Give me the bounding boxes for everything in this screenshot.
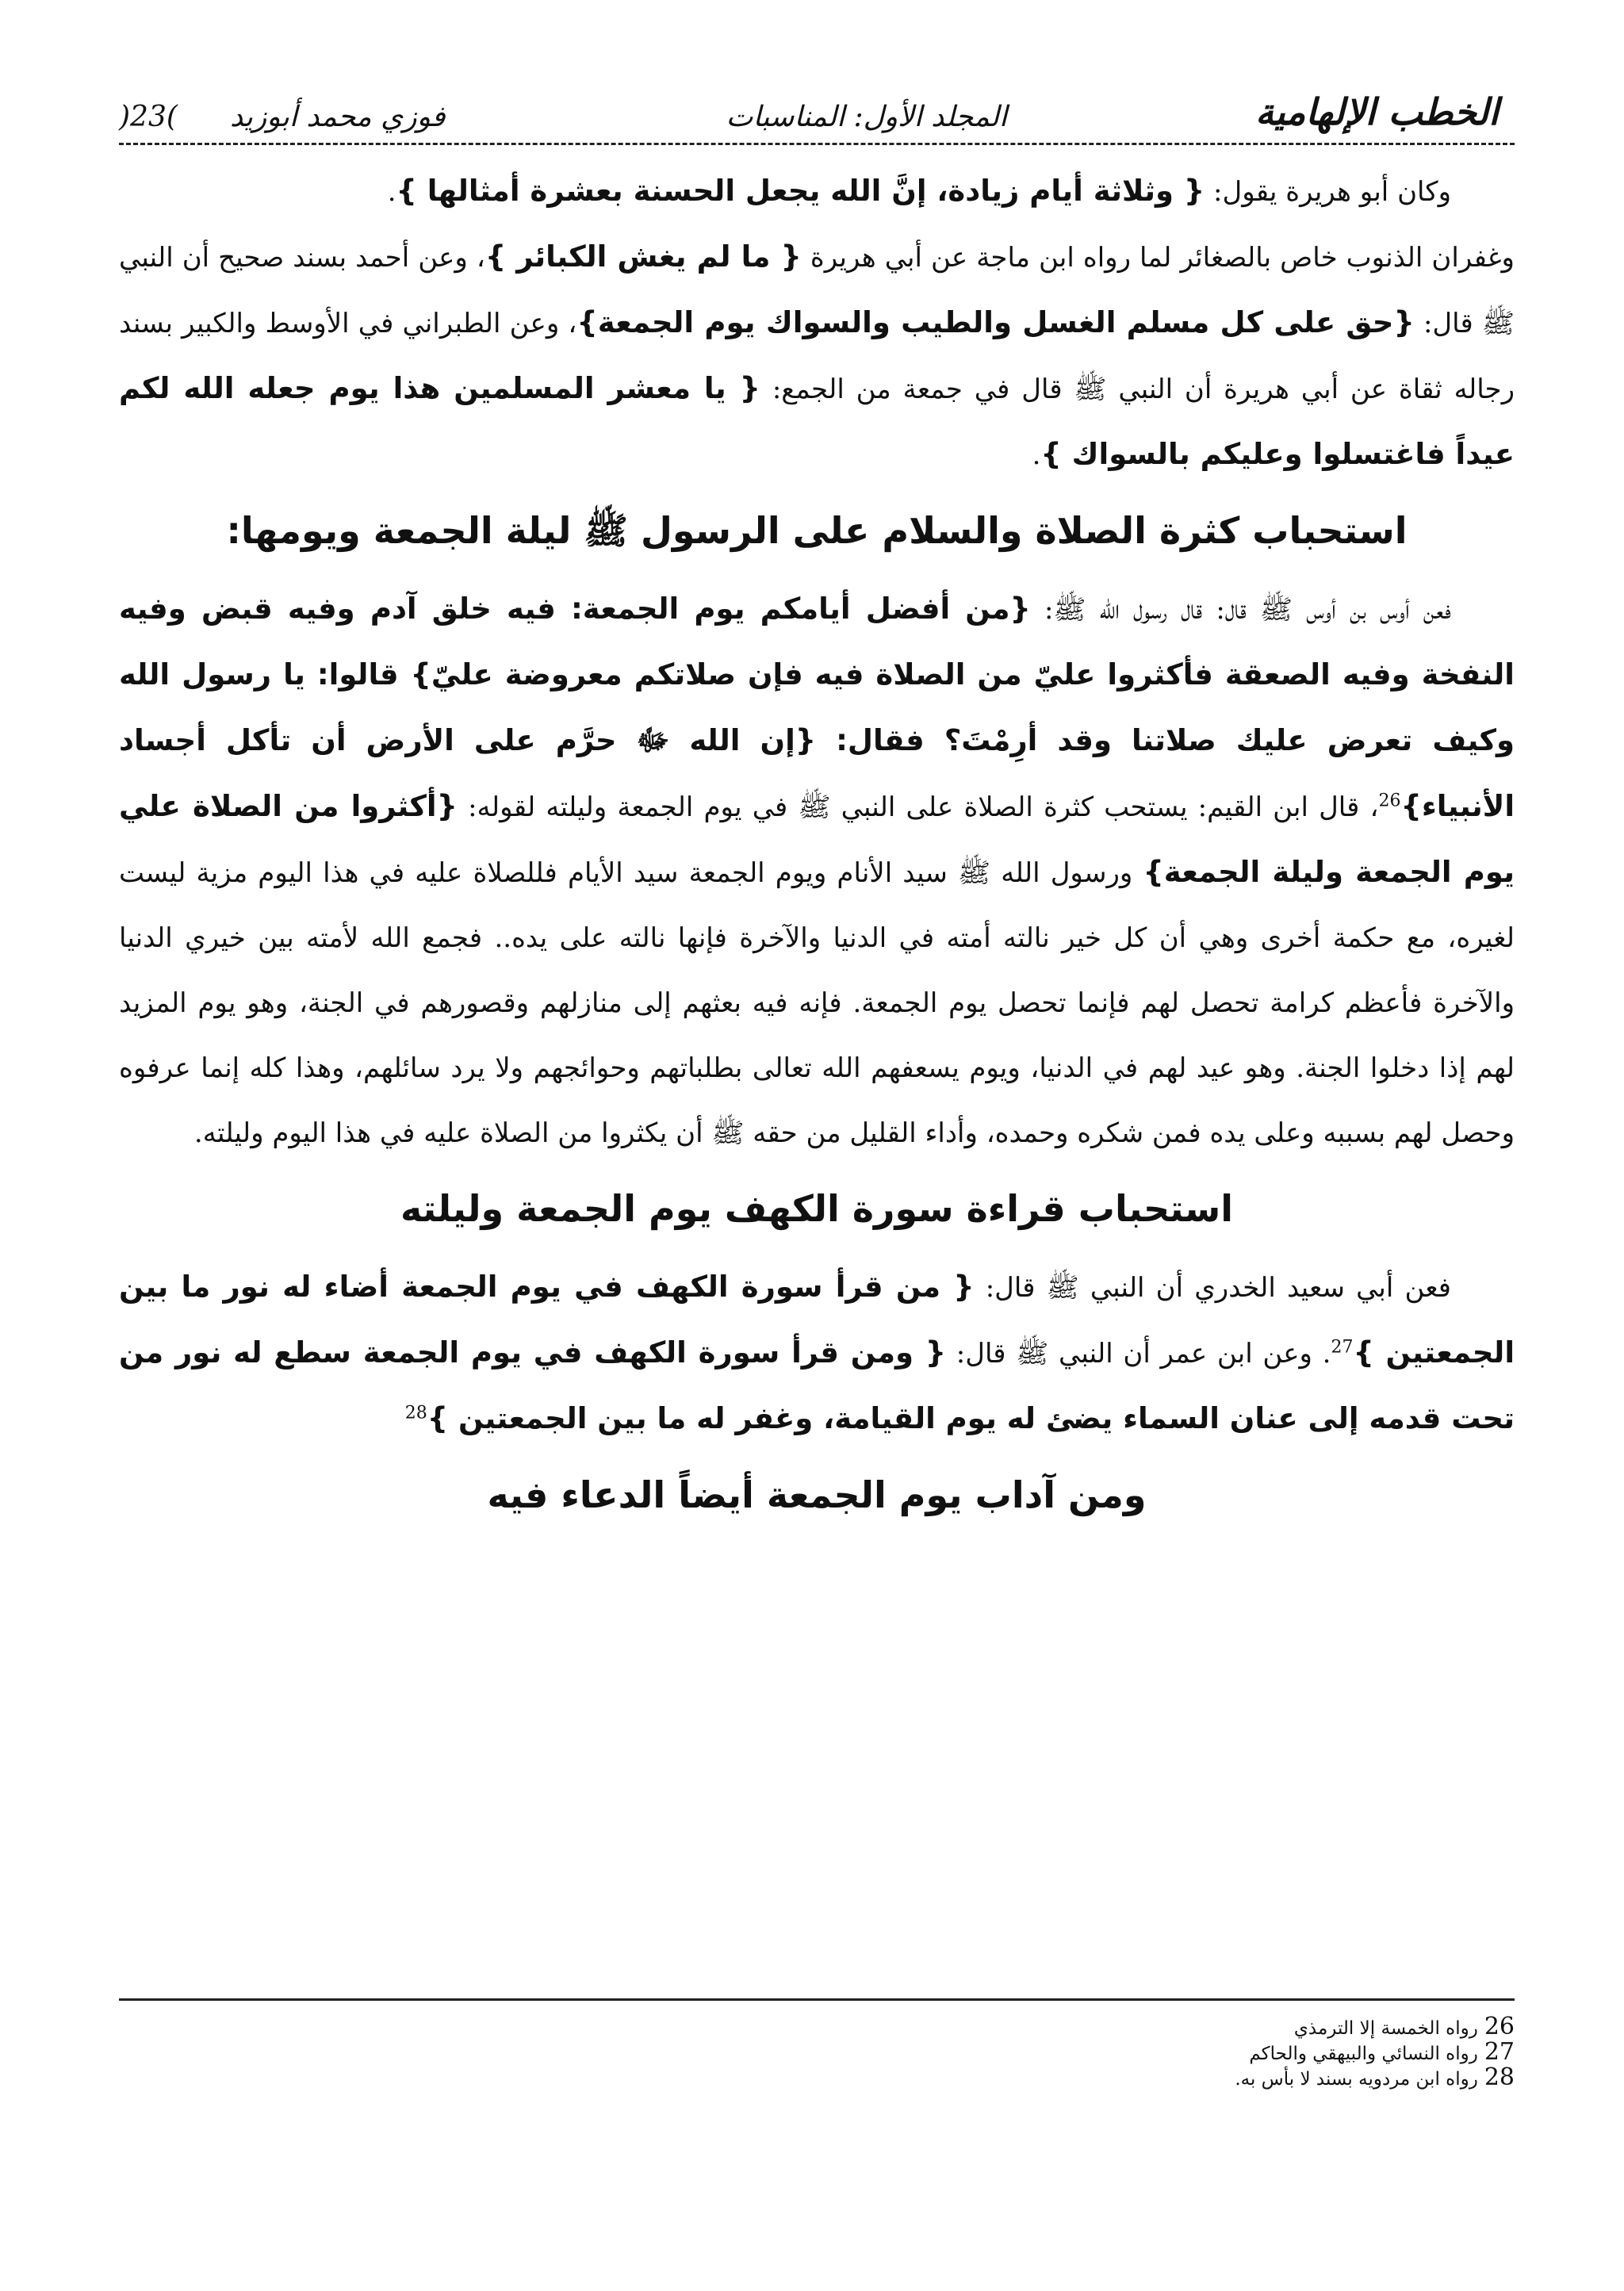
quote-ibn-majah: { ما لم يغش الكبائر } <box>485 239 802 274</box>
paragraph-2-text-g: . <box>1032 439 1041 471</box>
footnote-number: 26 <box>1484 2013 1515 2040</box>
paragraph-2-text-c: ، وعن أحمد بسند صحيح أن النبي ﷺ قال: <box>119 242 1515 339</box>
paragraph-2-text-e: ، وعن الطبراني في الأوسط والكبير بسند رجاله ثقاة عن أبي هريرة أن النبي ﷺ قال في جمعة من الجمع: <box>119 308 1515 405</box>
paragraph-1-text-c: . <box>387 176 396 208</box>
quote-aws: {من أفضل أيامكم يوم الجمعة: فيه خلق آدم وفيه قبض وفيه النفخة وفيه الصعقة فأكثروا عليّ من الصلاة فيه فإن صلاتكم معروضة عليّ} قالوا: يا رسول الله وكيف تعرض عليك صلاتنا وقد أرِمْتَ؟ فقال: {إن الله ﷻ حرَّم على الأرض أن تأكل أجساد الأنبياء} <box>119 592 1515 823</box>
footnote-number: 28 <box>1484 2063 1515 2091</box>
footnote-ref-28: 28 <box>404 1403 427 1423</box>
footnote-text: رواه النسائي والبيهقي والحاكم <box>1249 2044 1478 2064</box>
paragraph-2 <box>119 224 1515 488</box>
footnotes <box>119 1998 1515 2091</box>
quote-aktharu: {أكثروا من الصلاة علي يوم الجمعة وليلة الجمعة} <box>119 789 1515 889</box>
paragraph-3-text-a: فعن أوس بن أوس ﷺ قال: قال رسول الله ﷺ: <box>1030 594 1451 626</box>
footnote-text: رواه ابن مردويه بسند لا بأس به. <box>1235 2069 1478 2090</box>
page-number: )23( <box>119 101 178 133</box>
author-name: فوزي محمد أبوزيد <box>230 101 446 133</box>
quote-ibn-umar: { ومن قرأ سورة الكهف في يوم الجمعة سطع له نور من تحت قدمه إلى عنان السماء يضئ له يوم القيامة، وغفر له ما بين الجمعتين } <box>119 1335 1515 1435</box>
section-name: : المناسبات <box>726 101 864 133</box>
footnote-ref-26: 26 <box>1378 791 1401 811</box>
paragraph-2-text-a: وغفران الذنوب خاص بالصغائر لما رواه ابن ماجة عن أبي هريرة <box>801 242 1515 274</box>
paragraph-1-text-a: وكان أبو هريرة يقول: <box>1205 176 1451 208</box>
footnote-27 <box>119 2040 1515 2066</box>
footnote-text: رواه الخمسة إلا الترمذي <box>1293 2018 1478 2039</box>
footnote-26 <box>119 2015 1515 2040</box>
section-heading-salawat: استحباب كثرة الصلاة والسلام على الرسول ﷺ ليلة الجمعة ويومها: <box>226 509 1408 552</box>
footnote-number: 27 <box>1484 2038 1515 2066</box>
paragraph-3 <box>119 577 1515 1166</box>
section-heading-kahf: استحباب قراءة سورة الكهف يوم الجمعة وليلته <box>400 1187 1233 1230</box>
paragraph-3-text-e: ورسول الله ﷺ سيد الأنام ويوم الجمعة سيد الأيام فللصلاة عليه في هذا اليوم مزية ليست لغيره، مع حكمة أخرى وهي أن كل خير نالته أمته في الدنيا والآخرة فإنها نالته على يده.. فجمع الله لأمته بين خيري الدنيا والآخرة فأعظم كرامة تحصل لهم فإنما تحصل يوم الجمعة. فإنه فيه بعثهم إلى منازلهم وقصورهم في الجنة، وهو يوم المزيد لهم إذا دخلوا الجنة. وهو عيد لهم في الدنيا، ويوم يسعفهم الله تعالى بطلباتهم وحوائجهم ولا يرد سائلهم، وهذا كله إنما عرفوه وحصل لهم بسببه وعلى يده فمن شكره وحمده، وأداء القليل من حقه ﷺ أن يكثروا من الصلاة عليه في هذا اليوم وليلته. <box>119 857 1515 1149</box>
section-heading-dua: ومن آداب يوم الجمعة أيضاً الدعاء فيه <box>487 1473 1147 1516</box>
quote-tabarani: { يا معشر المسلمين هذا يوم جعله الله لكم عيداً فاغتسلوا وعليكم بالسواك } <box>119 371 1515 471</box>
paragraph-3-text-c: ، قال ابن القيم: يستحب كثرة الصلاة على النبي ﷺ في يوم الجمعة وليلته لقوله: <box>457 791 1379 823</box>
page-body <box>119 159 1515 1541</box>
paragraph-4 <box>119 1255 1515 1452</box>
paragraph-4-text-a: فعن أبي سعيد الخدري أن النبي ﷺ قال: <box>974 1272 1452 1304</box>
paragraph-1 <box>119 159 1515 224</box>
quote-abu-said: { من قرأ سورة الكهف في يوم الجمعة أضاء له نور ما بين الجمعتين } <box>119 1270 1515 1370</box>
volume-label <box>726 101 1007 133</box>
document-page <box>119 0 1515 2291</box>
quote-abu-hurayra: { وثلاثة أيام زيادة، إنَّ الله يجعل الحسنة بعشرة أمثالها } <box>396 174 1205 208</box>
footnote-ref-27: 27 <box>1331 1337 1354 1358</box>
volume-name: المجلد الأول <box>863 101 1007 133</box>
quote-ahmad: {حق على كل مسلم الغسل والطيب والسواك يوم الجمعة} <box>576 305 1415 339</box>
paragraph-4-text-c: . وعن ابن عمر أن النبي ﷺ قال: <box>946 1338 1331 1370</box>
footnote-28 <box>119 2063 1515 2091</box>
running-header <box>119 79 1515 145</box>
book-title: الخطب الإلهامية <box>1255 90 1499 133</box>
